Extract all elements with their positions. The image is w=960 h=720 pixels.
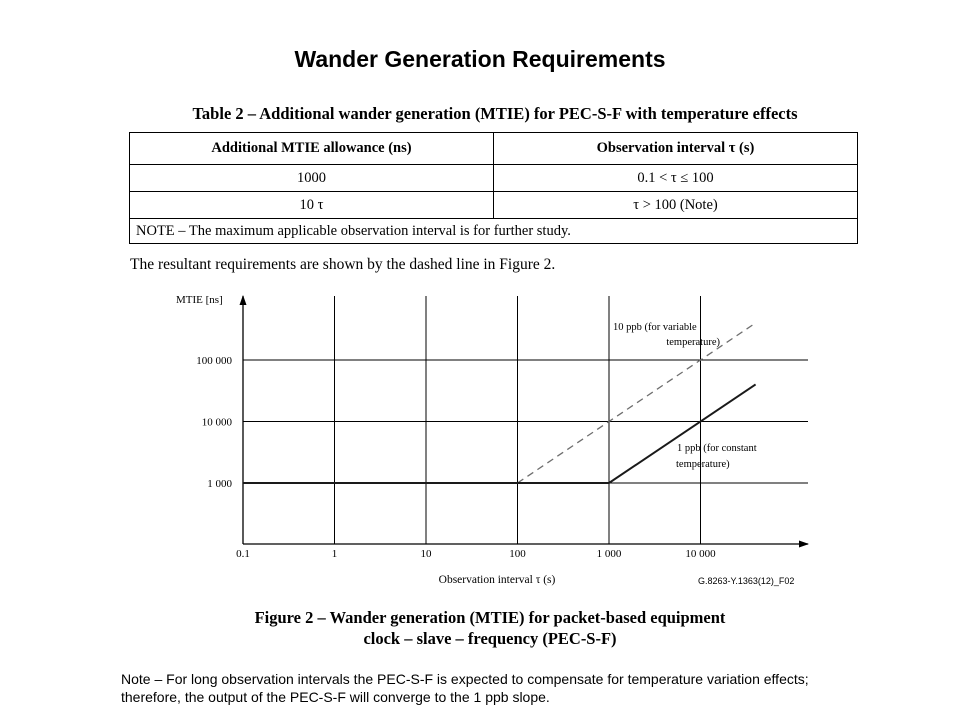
y-tick-label: 10 000 — [201, 416, 232, 429]
table-cell: 0.1 < τ ≤ 100 — [494, 165, 858, 192]
table-cell: 1000 — [130, 165, 494, 192]
y-axis-label: MTIE [ns] — [176, 294, 223, 306]
y-tick-label: 1 000 — [207, 478, 232, 490]
slide-title: Wander Generation Requirements — [294, 46, 666, 72]
figure-caption — [190, 607, 790, 649]
series-label: temperature) — [676, 459, 730, 470]
table-header-cell: Additional MTIE allowance (ns) — [130, 133, 494, 165]
series-label: 1 ppb (for constant — [677, 443, 757, 454]
x-tick-label: 0.1 — [236, 548, 250, 560]
x-tick-label: 1 000 — [596, 548, 622, 560]
figure-caption-line2: clock – slave – frequency (PEC-S-F) — [363, 629, 617, 648]
x-tick-label: 10 — [420, 548, 432, 560]
x-tick-label: 1 — [331, 548, 338, 560]
table-header-cell: Observation interval τ (s) — [494, 133, 858, 165]
x-tick-label: 10 000 — [685, 548, 716, 560]
figure-reference-id: G.8263-Y.1363(12)_F02 — [698, 576, 795, 586]
footnote: Note – For long observation intervals the PEC-S-F is expected to compensate for temperature variation effects; therefore, the output of the PEC-S-F will converge to the 1 ppb slope. — [121, 671, 809, 705]
result-text: The resultant requirements are shown by the dashed line in Figure 2. — [130, 256, 556, 273]
table-cell: τ > 100 (Note) — [494, 192, 858, 219]
series-label: 10 ppb (for variable — [613, 322, 697, 333]
table-caption: Table 2 – Additional wander generation (MTIE) for PEC-S-F with temperature effects — [192, 104, 798, 123]
table-cell: 10 τ — [130, 192, 494, 219]
table-note: NOTE – The maximum applicable observation interval is for further study. — [130, 219, 858, 244]
x-axis-label: Observation interval τ (s) — [438, 574, 556, 586]
x-tick-label: 100 — [509, 548, 526, 560]
figure-caption-line1: Figure 2 – Wander generation (MTIE) for packet-based equipment — [254, 608, 726, 627]
y-tick-label: 100 000 — [196, 355, 232, 367]
series-label: temperature) — [666, 337, 720, 348]
